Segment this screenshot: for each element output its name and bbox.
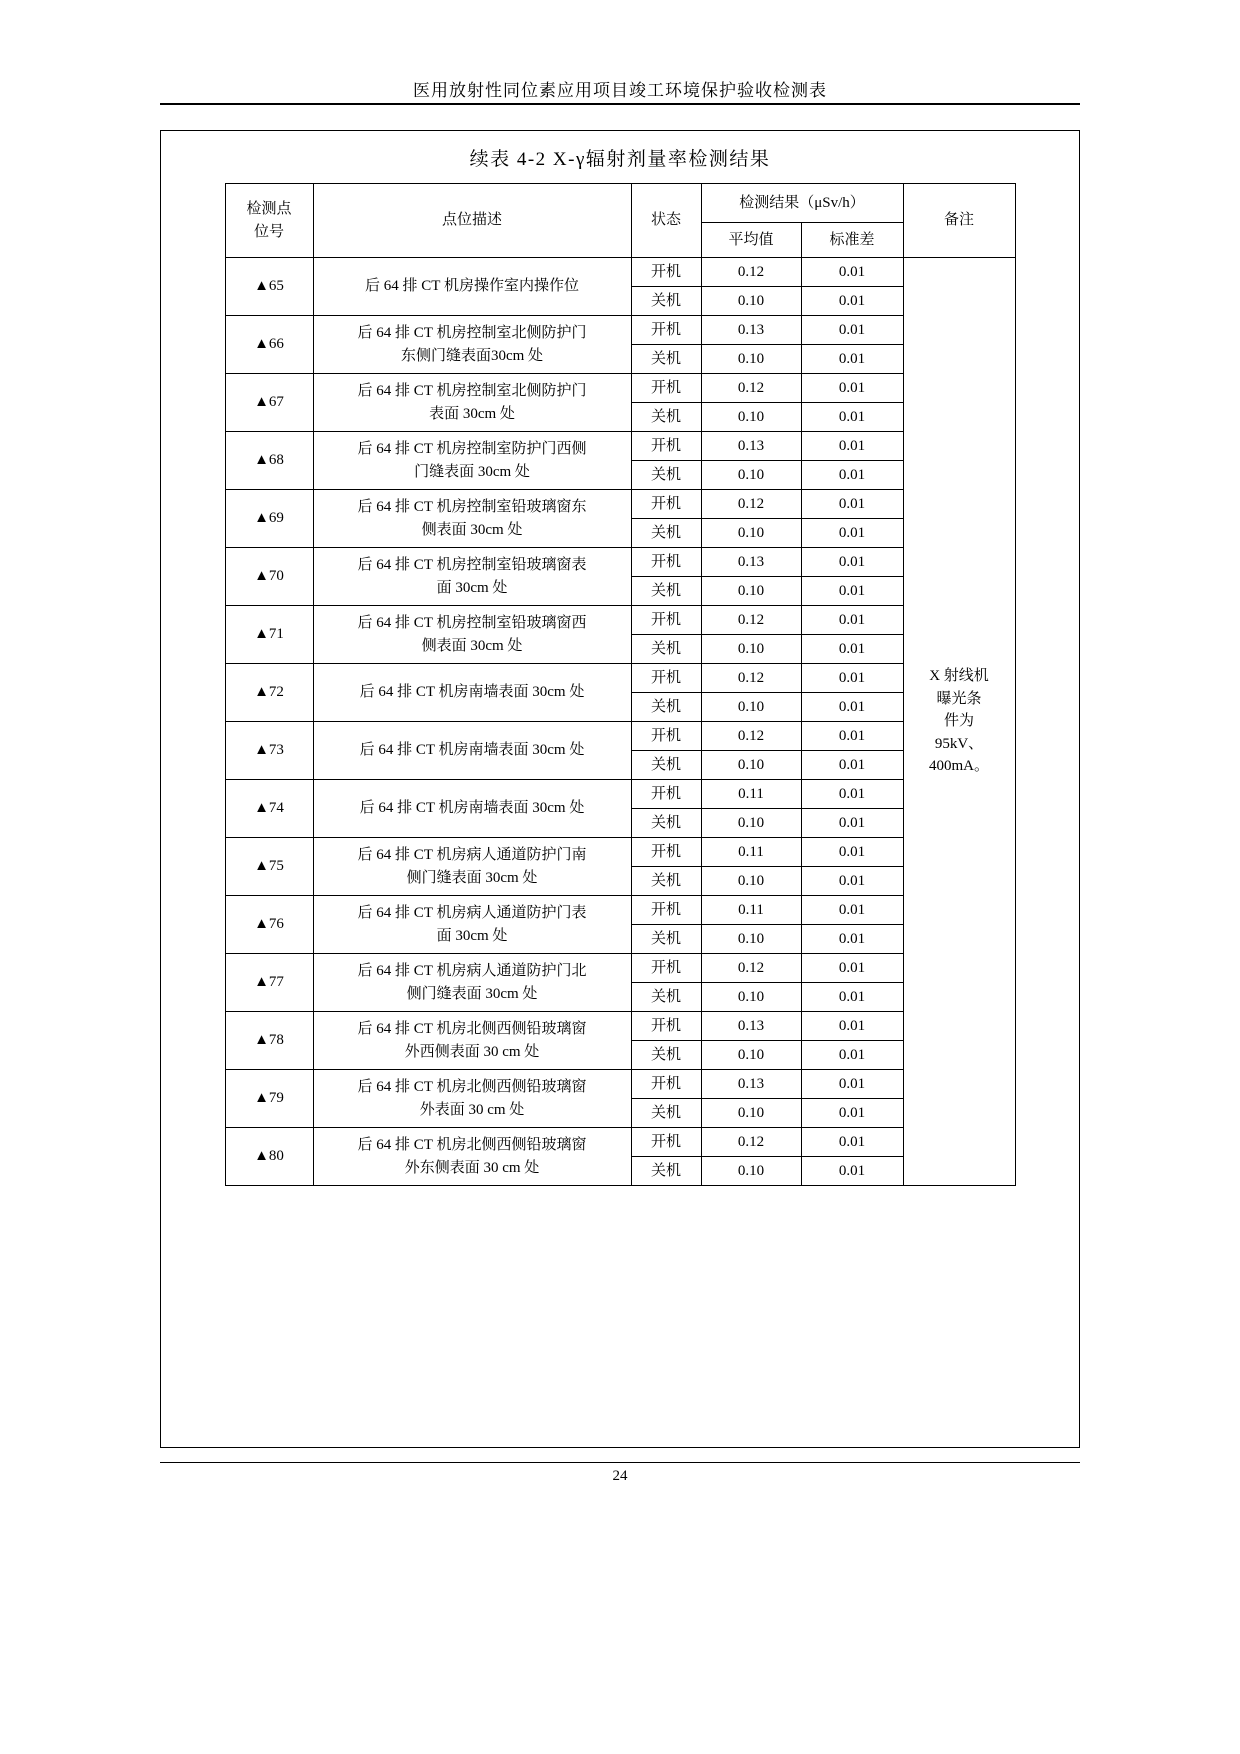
cell-std-on: 0.01 [801,780,903,809]
cell-std-off: 0.01 [801,1041,903,1070]
cell-state-on: 开机 [631,1070,701,1099]
cell-average-off: 0.10 [701,403,801,432]
cell-average-off: 0.10 [701,693,801,722]
cell-state-off: 关机 [631,809,701,838]
col-header-point-id-line2: 位号 [253,223,284,240]
cell-std-off: 0.01 [801,809,903,838]
table-row [225,954,1015,983]
cell-description: 后 64 排 CT 机房病人通道防护门表 面 30cm 处 [313,896,631,954]
cell-std-on: 0.01 [801,258,903,287]
cell-average-off: 0.10 [701,461,801,490]
cell-state-on: 开机 [631,374,701,403]
cell-state-on: 开机 [631,664,701,693]
cell-std-off: 0.01 [801,519,903,548]
cell-std-off: 0.01 [801,1157,903,1186]
cell-average-off: 0.10 [701,1157,801,1186]
cell-average-off: 0.10 [701,345,801,374]
cell-average-off: 0.10 [701,519,801,548]
cell-state-on: 开机 [631,838,701,867]
cell-average-on: 0.11 [701,838,801,867]
cell-state-off: 关机 [631,925,701,954]
cell-point-id: ▲67 [225,374,313,432]
cell-state-off: 关机 [631,287,701,316]
cell-average-on: 0.12 [701,374,801,403]
cell-std-off: 0.01 [801,287,903,316]
cell-average-on: 0.13 [701,316,801,345]
table-row [225,258,1015,287]
running-header: 医用放射性同位素应用项目竣工环境保护验收检测表 [413,81,827,100]
cell-description: 后 64 排 CT 机房操作室内操作位 [313,258,631,316]
cell-state-off: 关机 [631,693,701,722]
table-row [225,316,1015,345]
cell-std-off: 0.01 [801,461,903,490]
cell-average-off: 0.10 [701,809,801,838]
cell-point-id: ▲72 [225,664,313,722]
cell-average-off: 0.10 [701,983,801,1012]
table-row [225,896,1015,925]
cell-point-id: ▲77 [225,954,313,1012]
cell-std-on: 0.01 [801,896,903,925]
table-row [225,490,1015,519]
cell-state-on: 开机 [631,954,701,983]
cell-state-off: 关机 [631,635,701,664]
cell-description: 后 64 排 CT 机房北侧西侧铅玻璃窗 外西侧表面 30 cm 处 [313,1012,631,1070]
table-row [225,838,1015,867]
cell-point-id: ▲68 [225,432,313,490]
cell-average-on: 0.12 [701,490,801,519]
cell-point-id: ▲69 [225,490,313,548]
cell-std-on: 0.01 [801,664,903,693]
cell-point-id: ▲80 [225,1128,313,1186]
cell-state-on: 开机 [631,896,701,925]
cell-state-on: 开机 [631,1128,701,1157]
cell-state-off: 关机 [631,345,701,374]
cell-average-off: 0.10 [701,577,801,606]
col-header-point-id-line1: 检测点 [246,201,292,217]
cell-description: 后 64 排 CT 机房南墙表面 30cm 处 [313,780,631,838]
table-header [225,184,1015,258]
table-row [225,432,1015,461]
cell-description: 后 64 排 CT 机房控制室北侧防护门 表面 30cm 处 [313,374,631,432]
cell-state-off: 关机 [631,867,701,896]
table-body [225,258,1015,1186]
cell-state-off: 关机 [631,577,701,606]
cell-std-off: 0.01 [801,345,903,374]
table-row [225,722,1015,751]
table-row [225,664,1015,693]
cell-point-id: ▲65 [225,258,313,316]
cell-std-off: 0.01 [801,867,903,896]
cell-average-on: 0.12 [701,1128,801,1157]
cell-average-on: 0.12 [701,722,801,751]
cell-state-on: 开机 [631,258,701,287]
cell-std-off: 0.01 [801,693,903,722]
table-row [225,548,1015,577]
cell-point-id: ▲78 [225,1012,313,1070]
cell-state-off: 关机 [631,751,701,780]
col-header-state: 状态 [631,184,701,258]
cell-state-on: 开机 [631,316,701,345]
cell-state-on: 开机 [631,606,701,635]
cell-state-off: 关机 [631,519,701,548]
cell-average-on: 0.11 [701,896,801,925]
cell-state-off: 关机 [631,1099,701,1128]
cell-std-on: 0.01 [801,838,903,867]
footer-divider [160,1462,1080,1463]
cell-std-on: 0.01 [801,432,903,461]
cell-state-on: 开机 [631,780,701,809]
cell-std-on: 0.01 [801,954,903,983]
cell-state-on: 开机 [631,1012,701,1041]
cell-average-on: 0.11 [701,780,801,809]
cell-average-off: 0.10 [701,925,801,954]
table-row [225,1070,1015,1099]
cell-state-off: 关机 [631,403,701,432]
col-header-average: 平均值 [701,223,801,258]
cell-description: 后 64 排 CT 机房控制室防护门西侧 门缝表面 30cm 处 [313,432,631,490]
cell-std-on: 0.01 [801,722,903,751]
cell-point-id: ▲76 [225,896,313,954]
cell-description: 后 64 排 CT 机房南墙表面 30cm 处 [313,664,631,722]
cell-std-off: 0.01 [801,751,903,780]
col-header-result-group: 检测结果（μSv/h） [701,184,903,223]
cell-std-off: 0.01 [801,983,903,1012]
cell-average-on: 0.12 [701,258,801,287]
cell-std-on: 0.01 [801,490,903,519]
table-row [225,1012,1015,1041]
cell-average-off: 0.10 [701,1041,801,1070]
table-title: 续表 4-2 X-γ辐射剂量率检测结果 [469,149,771,170]
cell-average-on: 0.12 [701,954,801,983]
cell-state-on: 开机 [631,490,701,519]
col-header-point-id [225,184,313,258]
cell-description: 后 64 排 CT 机房南墙表面 30cm 处 [313,722,631,780]
cell-std-off: 0.01 [801,1099,903,1128]
header-divider [160,103,1080,105]
cell-average-on: 0.13 [701,548,801,577]
cell-std-off: 0.01 [801,577,903,606]
cell-std-on: 0.01 [801,548,903,577]
cell-description: 后 64 排 CT 机房北侧西侧铅玻璃窗 外东侧表面 30 cm 处 [313,1128,631,1186]
cell-point-id: ▲66 [225,316,313,374]
cell-average-off: 0.10 [701,751,801,780]
cell-point-id: ▲79 [225,1070,313,1128]
cell-average-on: 0.12 [701,664,801,693]
table-frame [160,130,1080,1448]
cell-std-off: 0.01 [801,403,903,432]
cell-state-off: 关机 [631,1041,701,1070]
table-row [225,374,1015,403]
cell-std-on: 0.01 [801,1128,903,1157]
cell-average-off: 0.10 [701,287,801,316]
cell-average-on: 0.13 [701,432,801,461]
cell-average-on: 0.13 [701,1012,801,1041]
cell-point-id: ▲70 [225,548,313,606]
cell-std-on: 0.01 [801,374,903,403]
cell-state-on: 开机 [631,548,701,577]
page-number: 24 [612,1468,628,1484]
cell-state-off: 关机 [631,461,701,490]
col-header-description: 点位描述 [313,184,631,258]
cell-std-off: 0.01 [801,635,903,664]
cell-description: 后 64 排 CT 机房控制室铅玻璃窗西 侧表面 30cm 处 [313,606,631,664]
cell-point-id: ▲73 [225,722,313,780]
cell-state-on: 开机 [631,432,701,461]
cell-description: 后 64 排 CT 机房控制室北侧防护门 东侧门缝表面30cm 处 [313,316,631,374]
cell-average-off: 0.10 [701,635,801,664]
col-header-remark: 备注 [903,184,1015,258]
cell-description: 后 64 排 CT 机房病人通道防护门北 侧门缝表面 30cm 处 [313,954,631,1012]
table-row [225,606,1015,635]
cell-point-id: ▲74 [225,780,313,838]
cell-average-on: 0.12 [701,606,801,635]
cell-description: 后 64 排 CT 机房北侧西侧铅玻璃窗 外表面 30 cm 处 [313,1070,631,1128]
cell-std-on: 0.01 [801,1070,903,1099]
col-header-std: 标准差 [801,223,903,258]
cell-description: 后 64 排 CT 机房病人通道防护门南 侧门缝表面 30cm 处 [313,838,631,896]
cell-state-off: 关机 [631,1157,701,1186]
cell-state-on: 开机 [631,722,701,751]
table-row [225,1128,1015,1157]
cell-point-id: ▲71 [225,606,313,664]
measurement-table [225,183,1016,1186]
cell-std-off: 0.01 [801,925,903,954]
table-row [225,780,1015,809]
cell-state-off: 关机 [631,983,701,1012]
cell-std-on: 0.01 [801,606,903,635]
cell-std-on: 0.01 [801,316,903,345]
cell-average-off: 0.10 [701,1099,801,1128]
cell-average-off: 0.10 [701,867,801,896]
cell-point-id: ▲75 [225,838,313,896]
cell-description: 后 64 排 CT 机房控制室铅玻璃窗东 侧表面 30cm 处 [313,490,631,548]
cell-remark: X 射线机 曝光条 件为 95kV、 400mA。 [903,258,1015,1186]
cell-description: 后 64 排 CT 机房控制室铅玻璃窗表 面 30cm 处 [313,548,631,606]
cell-average-on: 0.13 [701,1070,801,1099]
cell-std-on: 0.01 [801,1012,903,1041]
